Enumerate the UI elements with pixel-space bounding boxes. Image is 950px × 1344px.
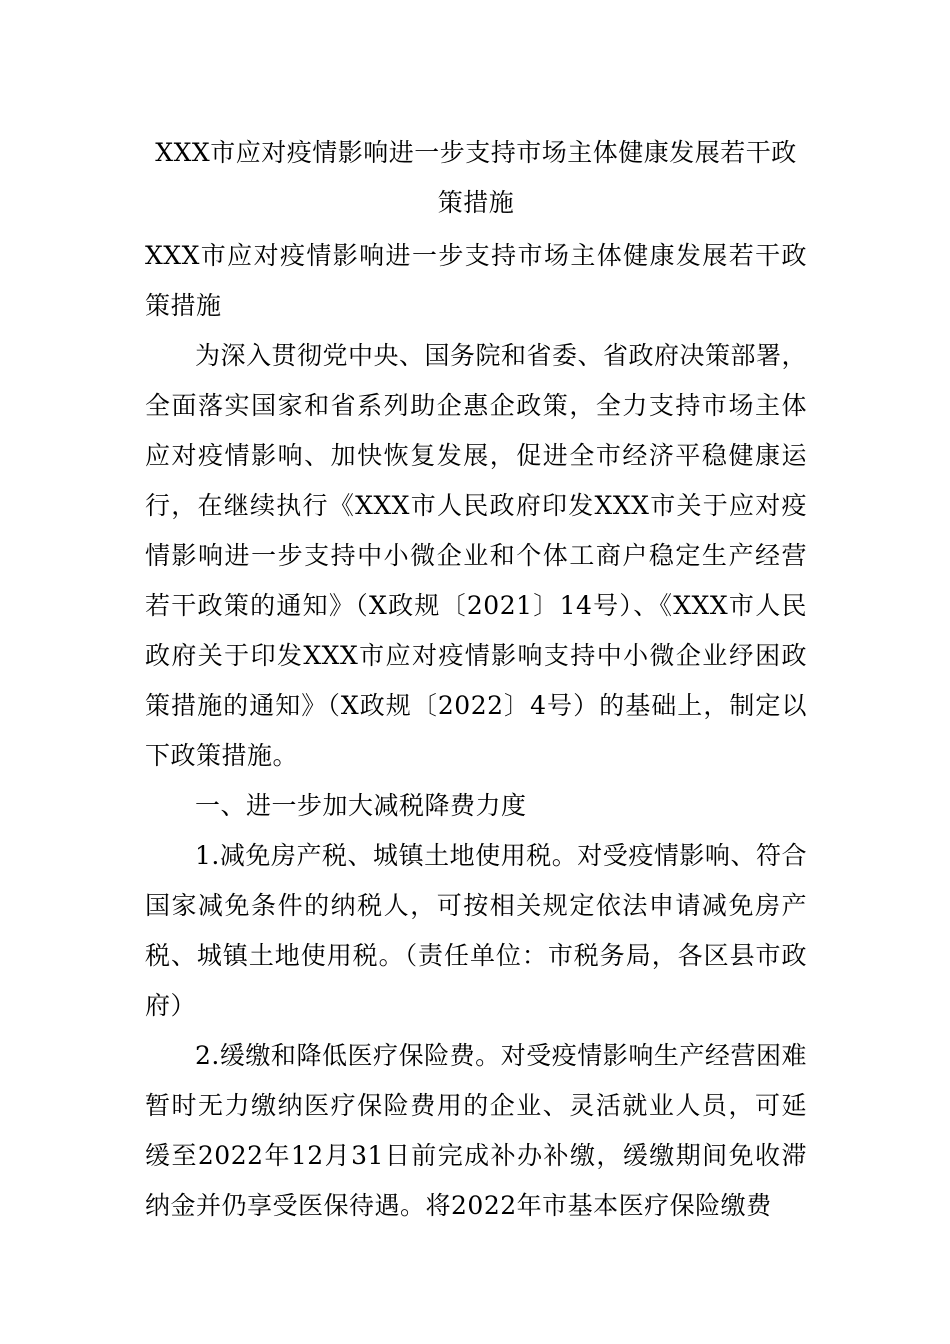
- intro-paragraph: 为深入贯彻党中央、国务院和省委、省政府决策部署，全面落实国家和省系列助企惠企政策，全力支持市场主体应对疫情影响、加快恢复发展，促进全市经济平稳健康运行，在继续执行《XXX市人民政府印发XXX市关于应对疫情影响进一步支持中小微企业和个体工商户稳定生产经营若干政策的通知》（X政规〔2021〕14号）、《XXX市人民政府关于印发XXX市应对疫情影响支持中小微企业纾困政策措施的通知》（X政规〔2022〕4号）的基础上，制定以下政策措施。: [145, 341, 808, 770]
- document-subtitle: XXX市应对疫情影响进一步支持市场主体健康发展若干政策措施: [145, 241, 807, 320]
- document-title: XXX市应对疫情影响进一步支持市场主体健康发展若干政策措施: [155, 138, 797, 217]
- policy-item-1: 1.减免房产税、城镇土地使用税。对受疫情影响、符合国家减免条件的纳税人，可按相关规定依法申请减免房产税、城镇土地使用税。（责任单位：市税务局，各区县市政府）: [145, 841, 807, 1020]
- policy-item-2: 2.缓缴和降低医疗保险费。对受疫情影响生产经营困难暂时无力缴纳医疗保险费用的企业、灵活就业人员，可延缓至2022年12月31日前完成补办补缴，缓缴期间免收滞纳金并仍享受医保待遇。将2022年市基本医疗保险缴费: [145, 1041, 807, 1220]
- section-heading: 一、进一步加大减税降费力度: [195, 791, 527, 820]
- document-page: [145, 128, 807, 1231]
